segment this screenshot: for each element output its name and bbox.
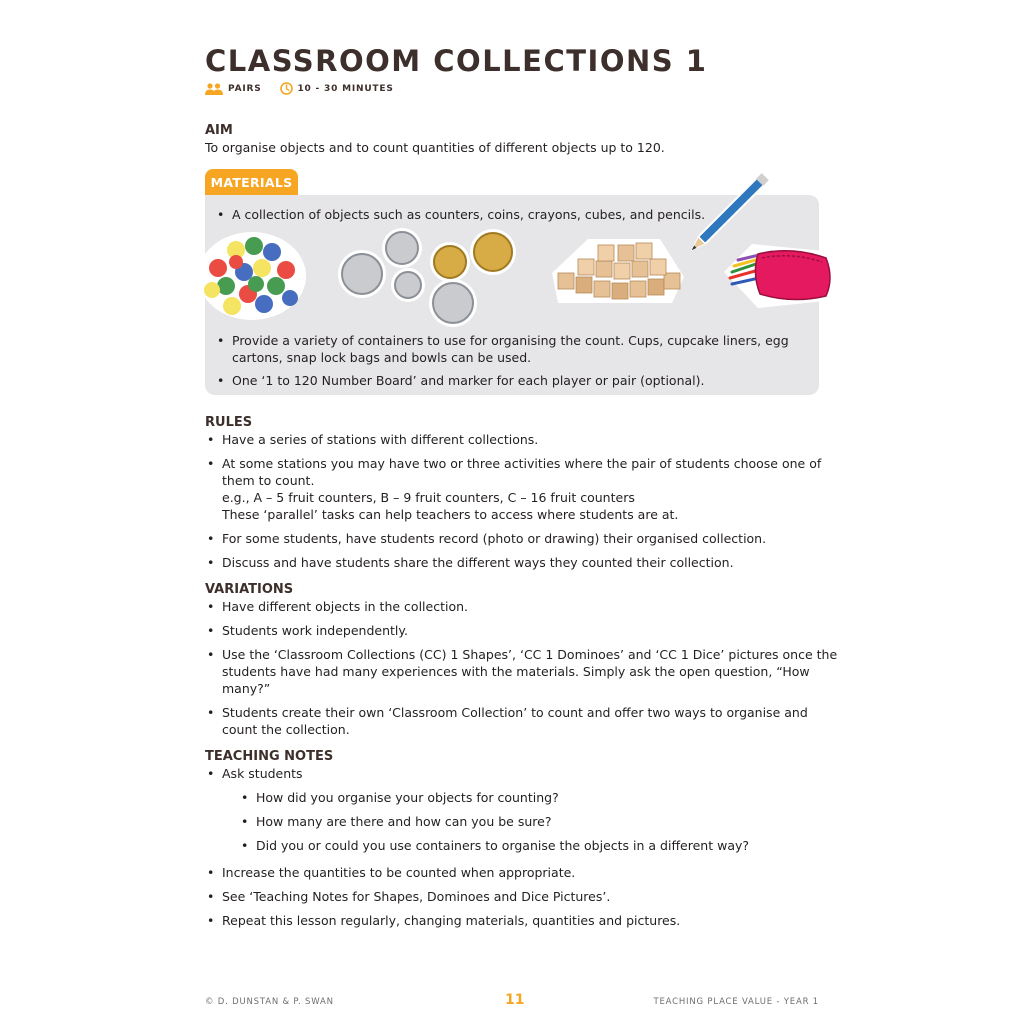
coins-image [334,226,516,328]
list-item-line: These ‘parallel’ tasks can help teachers to access where students are at. [222,507,679,522]
activity-meta [205,82,406,95]
list-item: • Did you or could you use containers to organise the objects in a different way? [239,837,749,854]
teaching-notes-list [205,864,680,929]
list-item: • Students work independently. [205,622,837,639]
variations-list [205,598,837,738]
duration-label: 10 - 30 MINUTES [297,83,394,94]
list-item-line: count the collection. [222,722,350,737]
list-item-line: many?” [222,681,271,696]
list-item-line: Use the ‘Classroom Collections (CC) 1 Shapes’, ‘CC 1 Dominoes’ and ‘CC 1 Dice’ pictures once the [222,647,838,662]
list-item [205,646,837,697]
clock-icon [280,82,293,95]
aim-text: To organise objects and to count quantities of different objects up to 120. [205,140,665,155]
footer-copyright: © D. DUNSTAN & P. SWAN [205,997,334,1007]
variations-heading: VARIATIONS [205,582,294,597]
list-item [205,704,837,738]
page-title: CLASSROOM COLLECTIONS 1 [205,44,708,78]
list-item: • A collection of objects such as counters, coins, crayons, cubes, and pencils. [215,206,705,223]
teaching-notes-heading: TEACHING NOTES [205,749,334,764]
list-item: • Ask students [205,765,303,782]
footer-book-title: TEACHING PLACE VALUE - YEAR 1 [653,997,819,1007]
list-item: • How did you organise your objects for counting? [239,789,749,806]
rules-heading: RULES [205,415,253,430]
list-item-line: Provide a variety of containers to use for organising the count. Cups, cupcake liners, egg [232,333,789,348]
list-item: • Discuss and have students share the different ways they counted their collection. [205,554,821,571]
list-item: • Have a series of stations with different collections. [205,431,821,448]
list-item [205,455,821,523]
list-item-line: them to count. [222,473,315,488]
materials-tab: MATERIALS [205,169,298,196]
pencil-case-image [722,238,838,312]
materials-list-top [215,206,705,223]
list-item-line: students have had many experiences with the materials. Simply ask the open question, “How [222,664,810,679]
aim-heading: AIM [205,123,233,138]
page-number: 11 [505,992,525,1008]
teaching-notes-questions [239,789,749,854]
duration [280,82,394,95]
teaching-notes-ask [205,765,303,782]
list-item-line: At some stations you may have two or three activities where the pair of students choose one of [222,456,822,471]
list-item: • Increase the quantities to be counted when appropriate. [205,864,680,881]
list-item-line: e.g., A – 5 fruit counters, B – 9 fruit counters, C – 16 fruit counters [222,490,635,505]
counters-image [196,228,308,323]
list-item: • How many are there and how can you be sure? [239,813,749,830]
list-item-line: Students create their own ‘Classroom Collection’ to count and offer two ways to organise and [222,705,808,720]
list-item [215,332,789,366]
materials-list-bottom [215,332,789,389]
list-item: • See ‘Teaching Notes for Shapes, Dominoes and Dice Pictures’. [205,888,680,905]
group-size-label: PAIRS [228,83,262,94]
rules-list [205,431,821,571]
list-item: • One ‘1 to 120 Number Board’ and marker for each player or pair (optional). [215,372,789,389]
list-item: • Repeat this lesson regularly, changing materials, quantities and pictures. [205,912,680,929]
group-size [205,83,262,95]
cubes-image [548,233,688,307]
pencil-icon [695,165,780,245]
people-icon [205,83,223,95]
list-item: • For some students, have students record (photo or drawing) their organised collection. [205,530,821,547]
list-item-line: cartons, snap lock bags and bowls can be used. [232,350,532,365]
list-item: • Have different objects in the collection. [205,598,837,615]
